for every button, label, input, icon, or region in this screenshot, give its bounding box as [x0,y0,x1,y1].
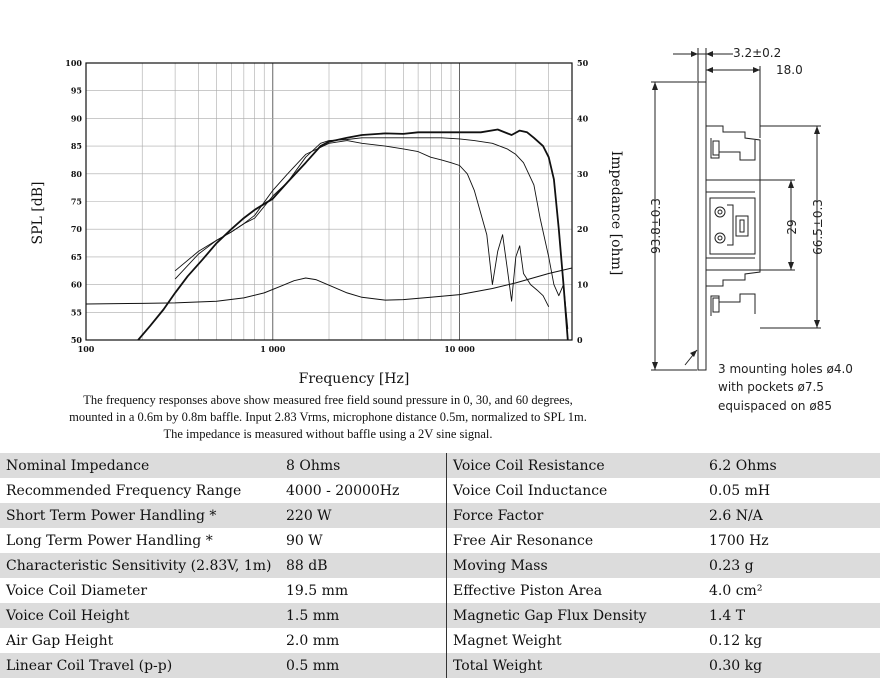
spec-name: Voice Coil Diameter [6,582,148,599]
spec-name: Voice Coil Resistance [447,453,704,478]
y2-tick-label: 20 [577,224,589,235]
y2-tick-label: 30 [577,168,589,179]
x-tick-label: 1 000 [260,344,286,354]
y-tick-label: 80 [70,168,82,179]
y-tick-label: 70 [70,224,82,235]
y2-axis-label: Impedance [ohm] [608,150,624,276]
body-label: 66.5±0.3 [811,199,825,255]
chart-grid [86,63,572,340]
y-tick-label: 90 [70,113,82,124]
faceplate-outline [698,82,706,370]
spec-row [0,603,880,628]
outer-label: 93.8±0.3 [649,198,663,254]
spec-value: 1700 Hz [709,532,769,549]
spec-name: Magnet Weight [453,632,562,649]
spec-name: Voice Coil Height [0,603,280,628]
y-tick-label: 95 [70,85,82,96]
spec-value: 0.12 kg [709,632,763,649]
y-axis-label: SPL [dB] [30,181,46,245]
spec-value: 0.05 mH [709,482,771,499]
y-tick-label: 60 [70,279,82,290]
inner-label: 29 [785,219,799,235]
series-line-1 [138,130,568,341]
spec-name: Force Factor [447,503,704,528]
spec-row [0,553,880,578]
spec-row [0,503,880,528]
spec-value: 4.0 cm² [709,582,763,599]
spec-value: 2.6 N/A [703,503,880,528]
spec-name: Long Term Power Handling * [6,532,213,549]
spec-row [0,578,880,603]
spec-name: Linear Coil Travel (p-p) [0,653,280,678]
spec-row [0,628,880,653]
depth-label: 18.0 [776,63,803,77]
x-axis-label: Frequency [Hz] [298,371,410,387]
mounting-note-line-3: equispaced on ø85 [718,399,832,413]
spec-name: Recommended Frequency Range [6,482,242,499]
frequency-response-chart [0,0,624,392]
chart-ticks [65,58,588,354]
mounting-note-line-1: 3 mounting holes ø4.0 [718,362,853,376]
spec-row [0,528,880,553]
spec-name: Moving Mass [447,553,704,578]
spec-value: 88 dB [280,553,447,578]
y-tick-label: 100 [65,58,82,68]
y2-tick-label: 10 [577,279,589,290]
spec-name: Total Weight [447,653,704,678]
chart-caption: The frequency responses above show measured free field sound pressure in 0, 30, and 60 degrees, mounted in a 0.6m by 0.8m baffle. Input 2.83 Vrms, microphone distance 0.5m, normalized to SPL 1m. The impedance is measured without baffle using a 2V sine signal. [69,393,587,441]
spec-name: Voice Coil Inductance [453,482,608,499]
spec-name: Short Term Power Handling * [0,503,280,528]
spec-name: Air Gap Height [6,632,114,649]
spec-value: 220 W [280,503,447,528]
spec-value: 2.0 mm [280,628,447,653]
spec-value: 0.23 g [703,553,880,578]
spec-name: Characteristic Sensitivity (2.83V, 1m) [0,553,280,578]
spec-value: 0.30 kg [703,653,880,678]
spec-value: 8 Ohms [280,453,447,478]
spec-value: 6.2 Ohms [703,453,880,478]
y-tick-label: 75 [70,196,82,207]
spec-value: 19.5 mm [280,578,447,603]
spec-name: Free Air Resonance [453,532,594,549]
spec-name: Nominal Impedance [0,453,280,478]
spec-row [0,453,880,478]
spec-value: 1.5 mm [280,603,447,628]
y-tick-label: 65 [70,251,82,262]
spec-value: 90 W [280,528,447,553]
spec-row [0,653,880,678]
mechanical-drawing [615,40,880,420]
spec-value: 4000 - 20000Hz [280,478,447,503]
spec-value: 1.4 T [703,603,880,628]
y-tick-label: 55 [70,307,82,318]
spec-name: Magnetic Gap Flux Density [447,603,704,628]
mounting-note-line-2: with pockets ø7.5 [718,380,824,394]
y2-tick-label: 50 [577,58,589,68]
x-tick-label: 10 000 [444,344,475,354]
spec-value: 0.5 mm [280,653,447,678]
y-tick-label: 50 [70,335,82,345]
y2-tick-label: 0 [577,335,583,345]
spec-name: Effective Piston Area [453,582,603,599]
series-line-2 [175,138,568,329]
thickness-label: 3.2±0.2 [733,46,782,60]
y2-tick-label: 40 [577,113,589,124]
specifications-table [0,453,880,678]
y-tick-label: 85 [70,141,82,152]
x-tick-label: 100 [77,344,95,354]
spec-row [0,478,880,503]
